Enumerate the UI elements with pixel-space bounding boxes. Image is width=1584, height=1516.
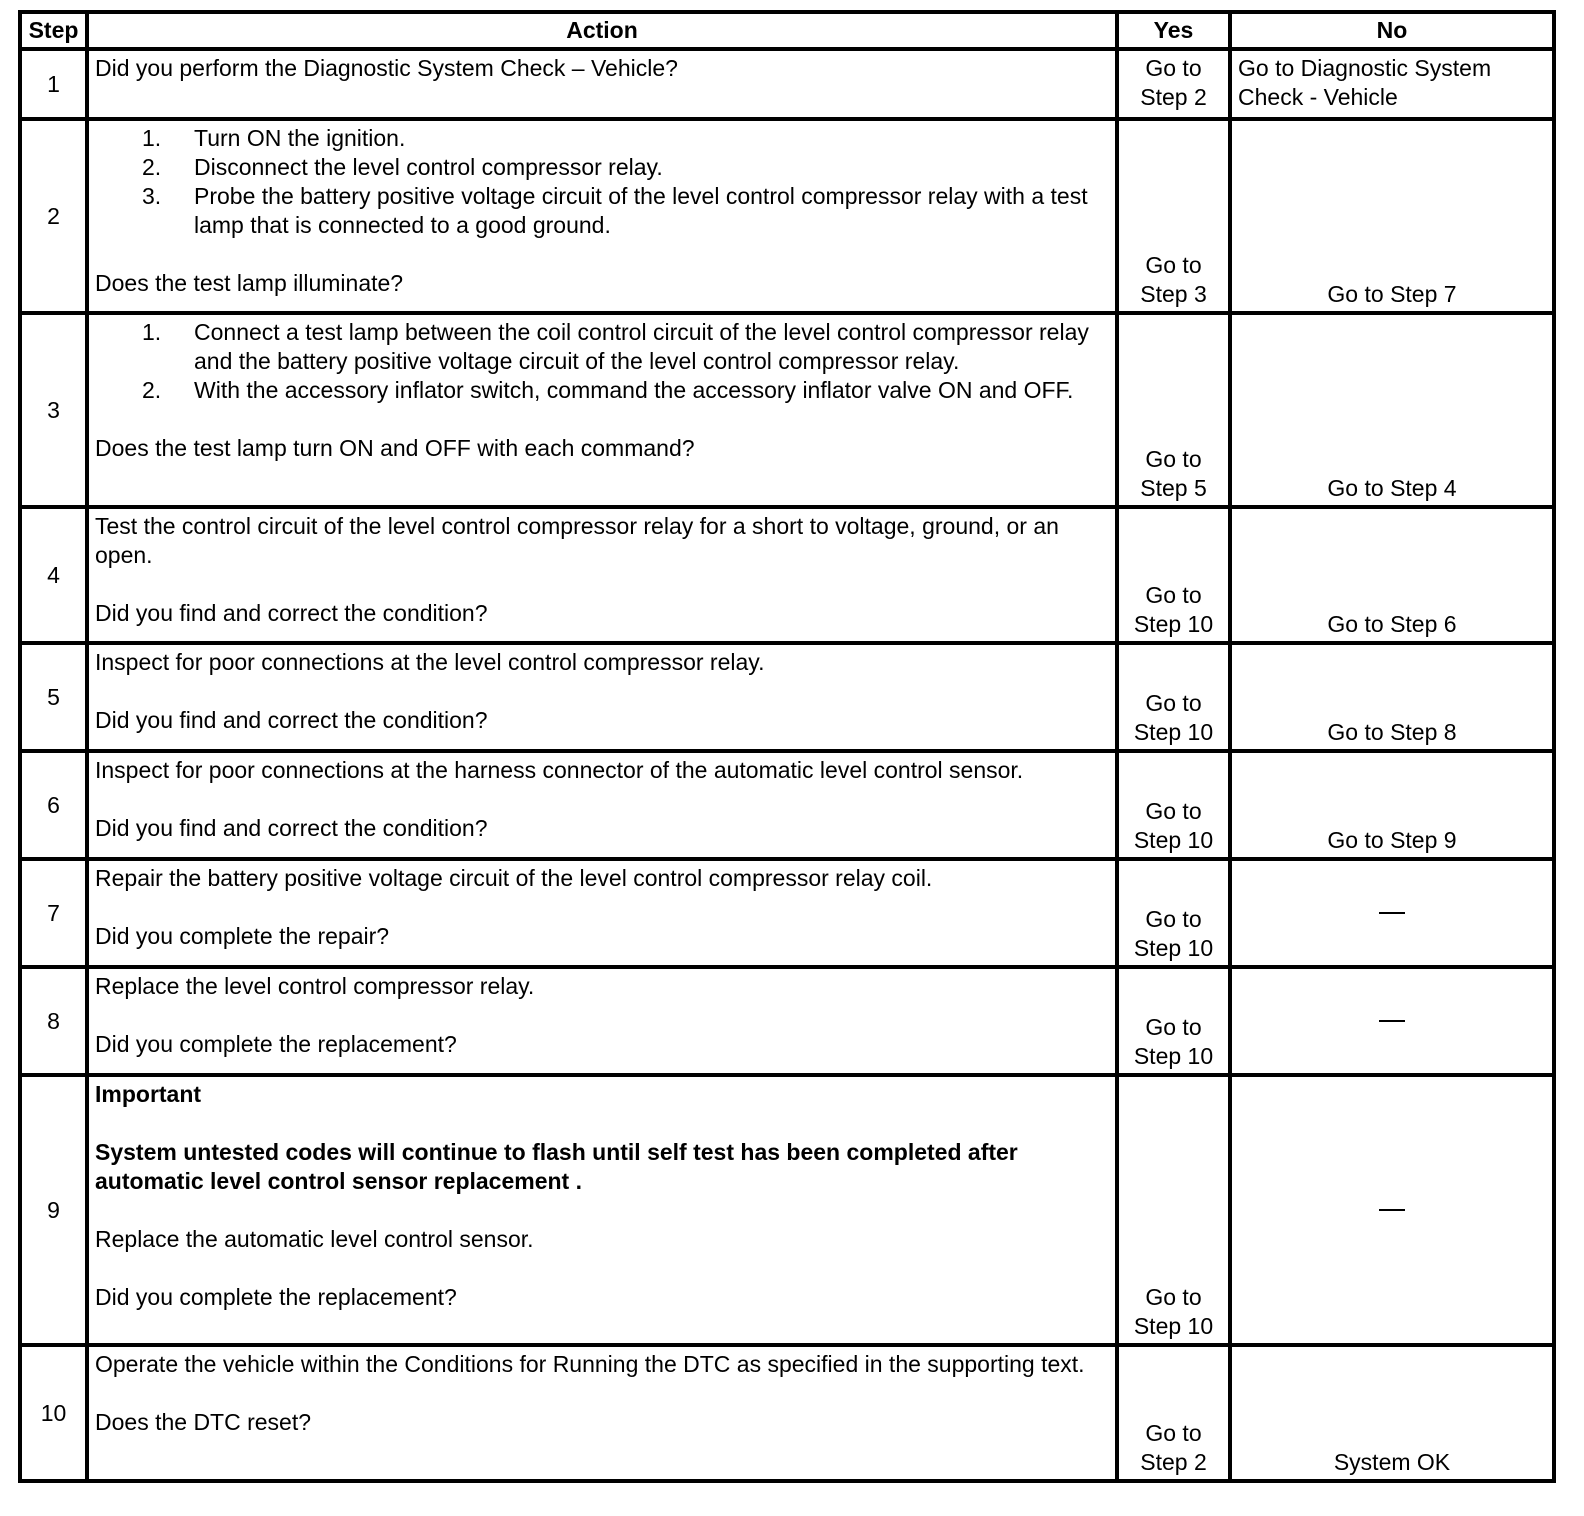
no-line: Go to Step 7 xyxy=(1327,281,1457,307)
yes-cell xyxy=(1117,1345,1230,1481)
question-text: Did you complete the replacement? xyxy=(95,1031,457,1057)
list-item: 2. Disconnect the level control compressor relay. xyxy=(142,154,663,180)
yes-line: Go to xyxy=(1145,55,1202,81)
question-text: Did you find and correct the condition? xyxy=(95,815,488,841)
action-text: Did you perform the Diagnostic System Check – Vehicle? xyxy=(95,55,678,81)
step-number: 4 xyxy=(20,507,87,643)
step-number: 9 xyxy=(20,1075,87,1345)
step-number: 1 xyxy=(20,49,87,119)
no-cell xyxy=(1230,119,1554,313)
action-text: Repair the battery positive voltage circuit of the level control compressor relay coil. xyxy=(95,865,933,891)
yes-line: Step 2 xyxy=(1140,84,1207,110)
yes-line: Step 10 xyxy=(1133,827,1214,853)
no-cell xyxy=(1230,507,1554,643)
question-text: Does the DTC reset? xyxy=(95,1409,312,1435)
no-line: Go to Step 6 xyxy=(1327,611,1457,637)
procedure-list xyxy=(95,124,1109,240)
yes-line: Step 5 xyxy=(1140,475,1207,501)
step-number: 2 xyxy=(20,119,87,313)
action-cell xyxy=(87,119,1117,313)
question-text: Does the test lamp turn ON and OFF with each command? xyxy=(95,435,695,461)
no-line: Go to Step 8 xyxy=(1327,719,1457,745)
no-cell xyxy=(1230,1345,1554,1481)
yes-line: Go to xyxy=(1145,690,1202,716)
yes-line: Step 3 xyxy=(1140,281,1207,307)
step-number: 5 xyxy=(20,643,87,751)
question-text: Did you complete the replacement? xyxy=(95,1284,457,1310)
question-text: Did you find and correct the condition? xyxy=(95,600,488,626)
table-row xyxy=(20,643,1554,751)
procedure-list xyxy=(95,318,1109,405)
yes-line: Step 10 xyxy=(1133,611,1214,637)
yes-cell xyxy=(1117,643,1230,751)
yes-line: Go to xyxy=(1145,1284,1202,1310)
diagnostic-table xyxy=(18,10,1556,1483)
yes-line: Step 10 xyxy=(1133,1043,1214,1069)
yes-line: Go to xyxy=(1145,798,1202,824)
no-line: Go to Step 4 xyxy=(1327,475,1457,501)
list-item: 1. Turn ON the ignition. xyxy=(142,125,406,151)
question-text: Does the test lamp illuminate? xyxy=(95,270,404,296)
dash-mark xyxy=(1379,912,1405,914)
dash-mark xyxy=(1379,1020,1405,1022)
list-item: 3. Probe the battery positive voltage circuit of the level control compressor relay with a test lamp that is connected to a good ground. xyxy=(142,183,1088,238)
yes-line: Step 10 xyxy=(1133,1313,1214,1339)
yes-line: Step 10 xyxy=(1133,719,1214,745)
yes-cell xyxy=(1117,967,1230,1075)
yes-line: Go to xyxy=(1145,446,1202,472)
table-row xyxy=(20,859,1554,967)
yes-line: Go to xyxy=(1145,582,1202,608)
list-item: 2. With the accessory inflator switch, command the accessory inflator valve ON and OFF. xyxy=(142,377,1074,403)
no-line: System OK xyxy=(1333,1449,1451,1475)
table-row xyxy=(20,119,1554,313)
header-action: Action xyxy=(87,12,1117,49)
table-row xyxy=(20,507,1554,643)
action-text: Inspect for poor connections at the harness connector of the automatic level control sensor. xyxy=(95,757,1024,783)
no-cell xyxy=(1230,313,1554,507)
no-cell xyxy=(1230,49,1554,119)
action-text: Test the control circuit of the level control compressor relay for a short to voltage, ground, or an open. xyxy=(95,513,1059,568)
no-cell xyxy=(1230,1075,1554,1345)
no-line: Check - Vehicle xyxy=(1238,84,1398,110)
header-no: No xyxy=(1230,12,1554,49)
step-number: 8 xyxy=(20,967,87,1075)
action-cell xyxy=(87,643,1117,751)
action-cell xyxy=(87,1075,1117,1345)
no-line: Go to Step 9 xyxy=(1327,827,1457,853)
action-cell xyxy=(87,313,1117,507)
yes-line: Step 10 xyxy=(1133,935,1214,961)
no-line: Go to Diagnostic System xyxy=(1238,55,1492,81)
no-cell xyxy=(1230,859,1554,967)
yes-line: Go to xyxy=(1145,252,1202,278)
step-number: 3 xyxy=(20,313,87,507)
question-text: Did you complete the repair? xyxy=(95,923,390,949)
header-yes: Yes xyxy=(1117,12,1230,49)
yes-cell xyxy=(1117,49,1230,119)
yes-line: Go to xyxy=(1145,906,1202,932)
yes-cell xyxy=(1117,859,1230,967)
yes-cell xyxy=(1117,313,1230,507)
table-row xyxy=(20,1075,1554,1345)
yes-cell xyxy=(1117,119,1230,313)
action-text: Inspect for poor connections at the level control compressor relay. xyxy=(95,649,765,675)
step-number: 6 xyxy=(20,751,87,859)
table-row xyxy=(20,1345,1554,1481)
yes-cell xyxy=(1117,507,1230,643)
list-item: 1. Connect a test lamp between the coil control circuit of the level control compressor relay and the battery positive voltage circuit of the level control compressor relay. xyxy=(142,319,1089,374)
table-row xyxy=(20,751,1554,859)
yes-line: Step 2 xyxy=(1140,1449,1207,1475)
no-cell xyxy=(1230,643,1554,751)
yes-cell xyxy=(1117,751,1230,859)
action-text: Replace the level control compressor relay. xyxy=(95,973,535,999)
important-title: Important xyxy=(95,1081,202,1107)
table-row xyxy=(20,49,1554,119)
header-step: Step xyxy=(20,12,87,49)
action-cell xyxy=(87,967,1117,1075)
table-header-row xyxy=(20,12,1554,49)
action-cell xyxy=(87,507,1117,643)
step-number: 7 xyxy=(20,859,87,967)
dash-mark xyxy=(1379,1209,1405,1211)
yes-cell xyxy=(1117,1075,1230,1345)
step-number: 10 xyxy=(20,1345,87,1481)
no-cell xyxy=(1230,967,1554,1075)
table-row xyxy=(20,967,1554,1075)
yes-line: Go to xyxy=(1145,1014,1202,1040)
action-cell xyxy=(87,751,1117,859)
action-text: Operate the vehicle within the Conditions for Running the DTC as specified in the supporting text. xyxy=(95,1351,1085,1377)
important-text: System untested codes will continue to flash until self test has been completed after automatic level control sensor replacement . xyxy=(95,1139,1018,1194)
yes-line: Go to xyxy=(1145,1420,1202,1446)
action-text: Replace the automatic level control sensor. xyxy=(95,1226,534,1252)
action-cell xyxy=(87,49,1117,119)
action-cell xyxy=(87,1345,1117,1481)
table-row xyxy=(20,313,1554,507)
action-cell xyxy=(87,859,1117,967)
no-cell xyxy=(1230,751,1554,859)
question-text: Did you find and correct the condition? xyxy=(95,707,488,733)
